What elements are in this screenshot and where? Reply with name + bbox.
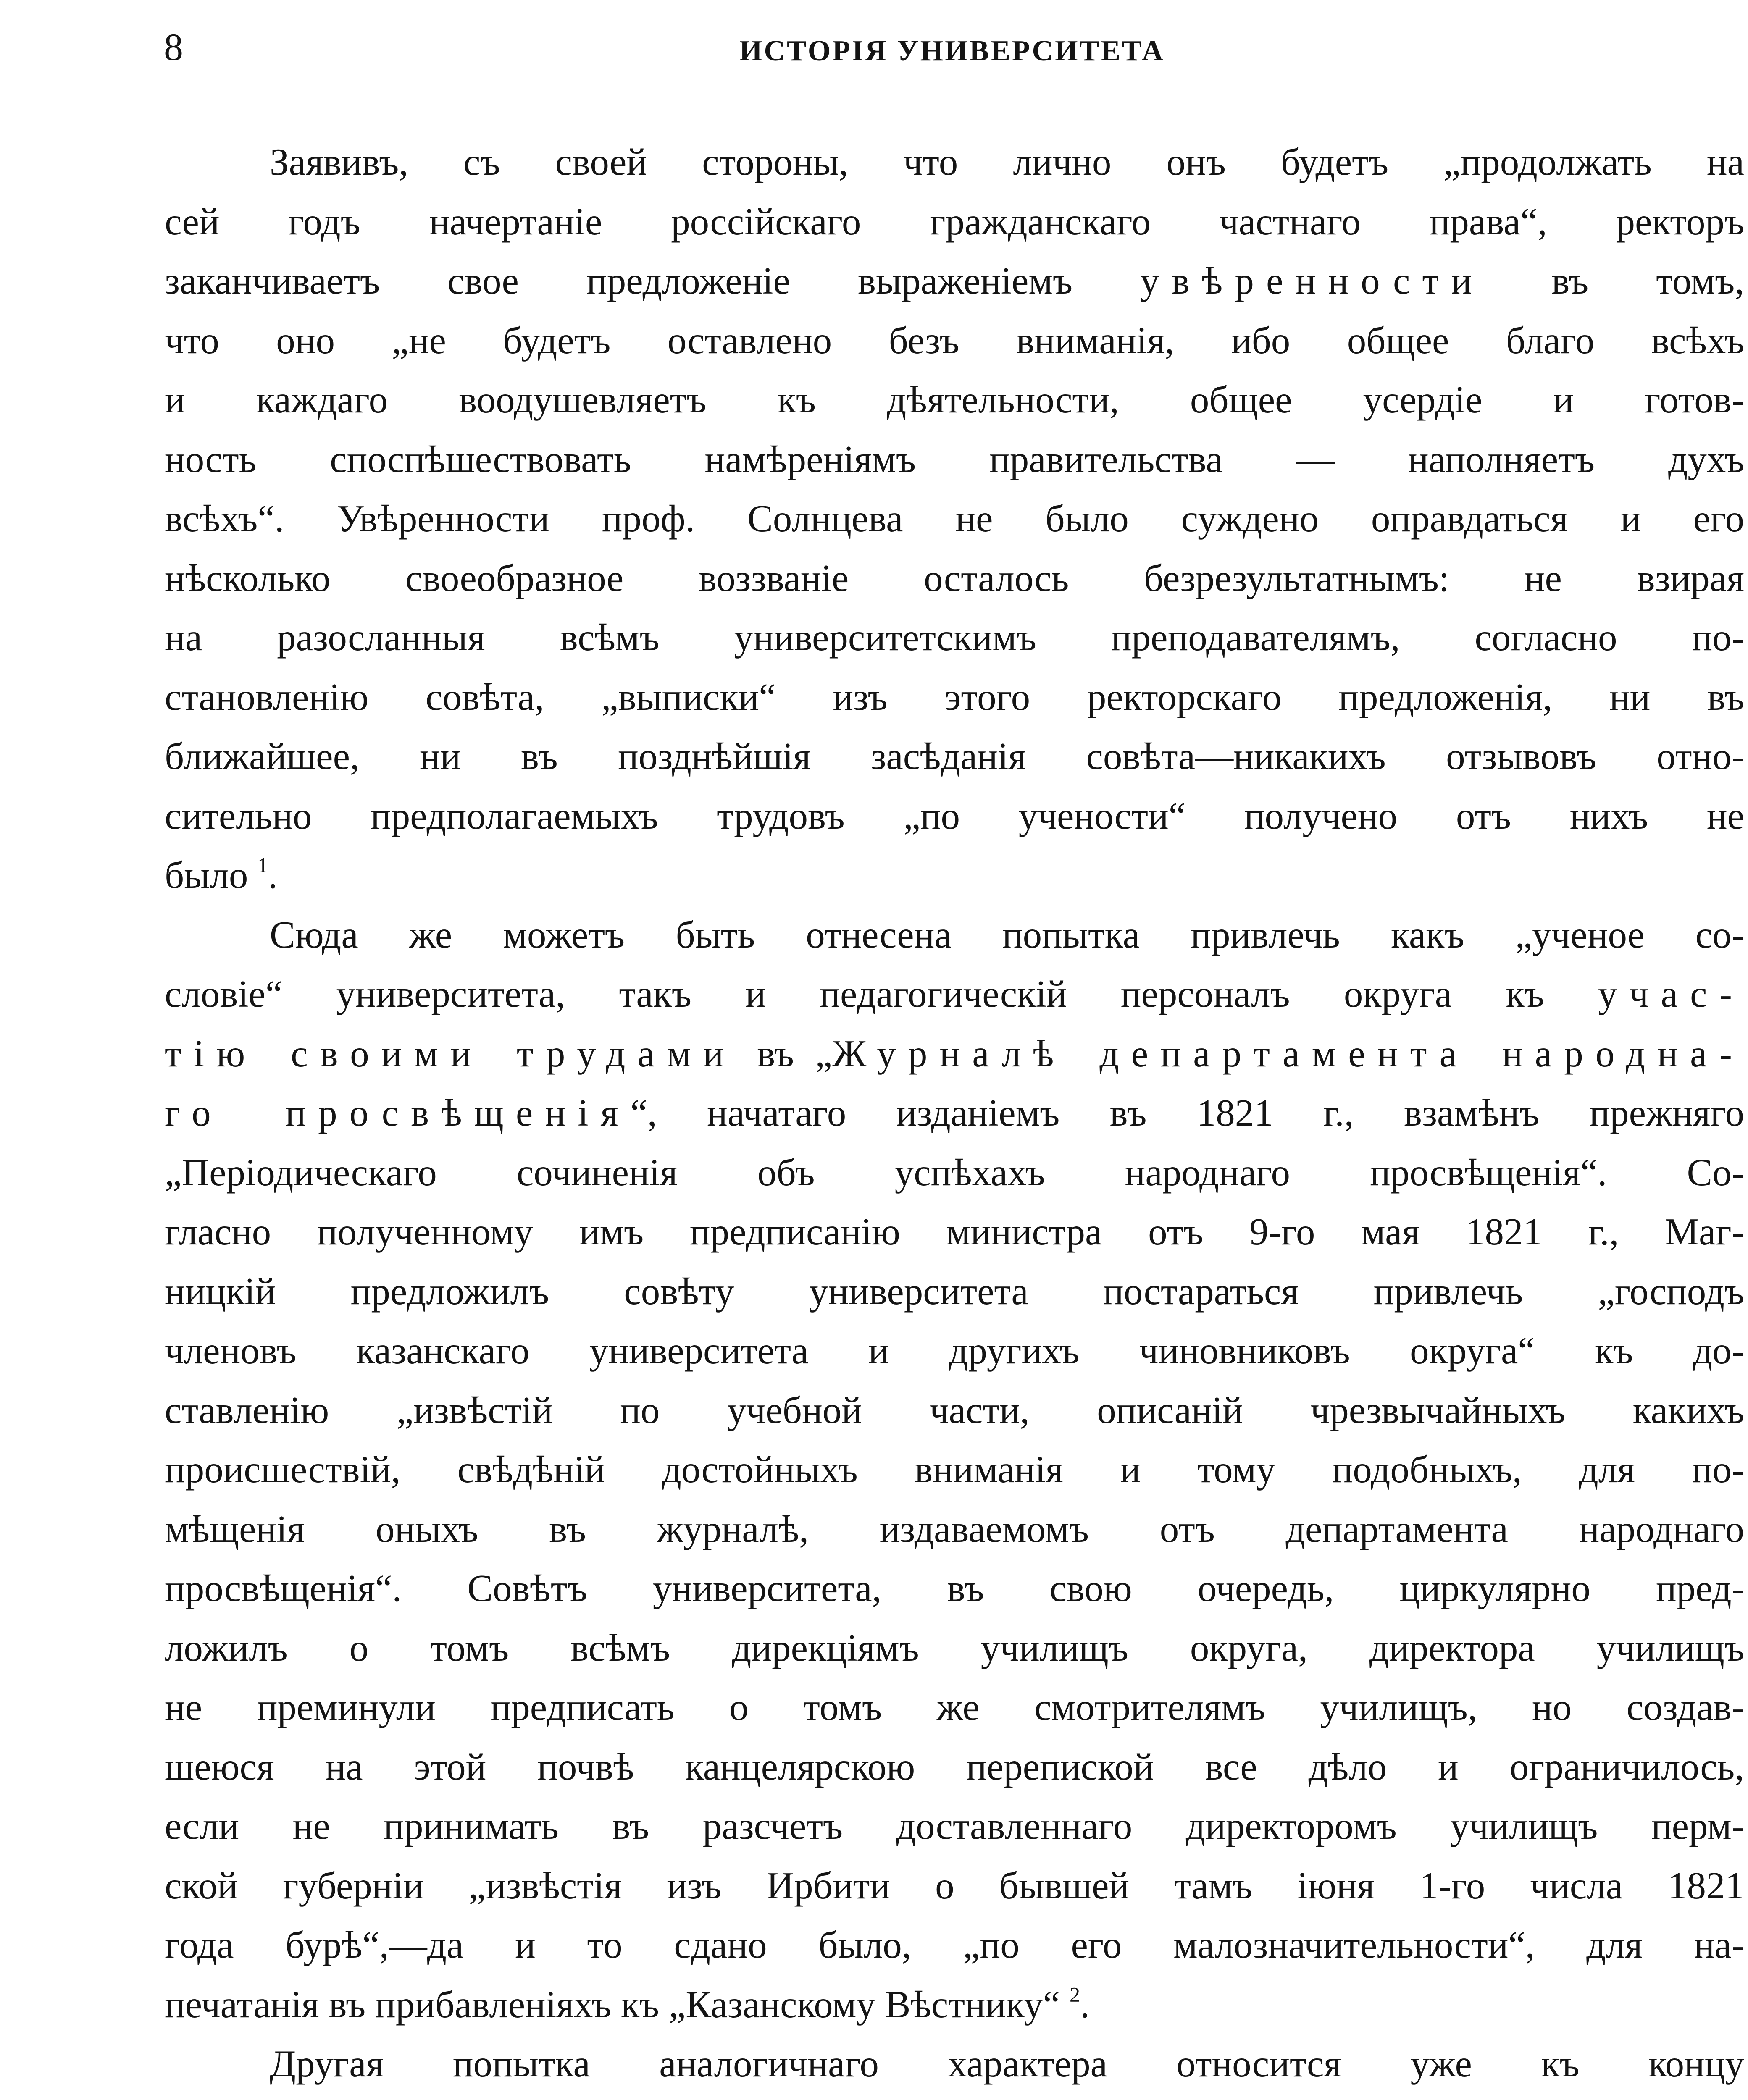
text-line: тію своими трудами въ „Журналѣ департамента народна- bbox=[165, 1032, 1744, 1075]
footnote-marker: 1 bbox=[258, 853, 268, 877]
text-line: сительно предполагаемыхъ трудовъ „по учености“ получено отъ нихъ не bbox=[165, 794, 1744, 837]
text-line: не преминули предписать о томъ же смотрителямъ училищъ, но создав- bbox=[165, 1686, 1744, 1728]
running-title: ИСТОРІЯ УНИВЕРСИТЕТА bbox=[739, 35, 1165, 67]
text-line: было $^1$. bbox=[165, 853, 278, 896]
text-line: ближайшее, ни въ позднѣйшія засѣданія совѣта—никакихъ отзывовъ отно- bbox=[165, 735, 1744, 777]
emphasis-spaced: учас- bbox=[1598, 973, 1744, 1015]
body-text bbox=[165, 132, 1744, 2100]
text-line: Другая попытка аналогичнаго характера относится уже къ концу bbox=[270, 2042, 1744, 2085]
text-line: заканчиваетъ свое предложеніе выраженіемъ увѣренности въ томъ, bbox=[165, 260, 1744, 302]
text-line: гласно полученному имъ предписанію министра отъ 9-го мая 1821 г., Маг- bbox=[165, 1210, 1744, 1253]
text-line: становленію совѣта, „выписки“ изъ этого ректорскаго предложенія, ни въ bbox=[165, 675, 1744, 718]
footnote-marker: 2 bbox=[1069, 1982, 1080, 2006]
text-line: словіе“ университета, такъ и педагогическій персоналъ округа къ учас- bbox=[165, 973, 1744, 1015]
text-line: всѣхъ“. Увѣренности проф. Солнцева не было суждено оправдаться и его bbox=[165, 497, 1744, 540]
text-line: ницкій предложилъ совѣту университета постараться привлечь „господъ bbox=[165, 1270, 1744, 1312]
text-line: печатанія въ прибавленіяхъ къ „Казанскому Вѣстнику“ $^2$. bbox=[165, 1982, 1090, 2026]
emphasis-spaced: Журналѣ департамента народна- bbox=[832, 1032, 1744, 1075]
text-line: „Періодическаго сочиненія объ успѣхахъ народнаго просвѣщенія“. Со- bbox=[165, 1151, 1744, 1194]
text-line: шеюся на этой почвѣ канцелярскою перепиской все дѣло и ограничилось, bbox=[165, 1745, 1744, 1788]
page-header bbox=[164, 22, 1739, 72]
text-line: на разосланныя всѣмъ университетскимъ преподавателямъ, согласно по- bbox=[165, 616, 1744, 659]
text-line: и каждаго воодушевляетъ къ дѣятельности, общее усердіе и готов- bbox=[165, 378, 1744, 421]
text-line: происшествій, свѣдѣній достойныхъ вниманія и тому подобныхъ, для по- bbox=[165, 1448, 1744, 1491]
text-line: нѣсколько своеобразное воззваніе осталось безрезультатнымъ: не взирая bbox=[165, 556, 1744, 599]
text-line: ставленію „извѣстій по учебной части, описаній чрезвычайныхъ какихъ bbox=[165, 1389, 1744, 1431]
text-line: если не принимать въ разсчетъ доставленнаго директоромъ училищъ перм- bbox=[165, 1805, 1744, 1847]
text-line: мѣщенія оныхъ въ журналѣ, издаваемомъ отъ департамента народнаго bbox=[165, 1507, 1744, 1550]
text-line: го просвѣщенія“, начатаго изданіемъ въ 1821 г., взамѣнъ прежняго bbox=[165, 1092, 1744, 1134]
page-number: 8 bbox=[164, 26, 183, 68]
emphasis-spaced: го просвѣщенія bbox=[165, 1092, 631, 1134]
text-line: членовъ казанскаго университета и другихъ чиновниковъ округа“ къ до- bbox=[165, 1329, 1744, 1372]
emphasis-spaced: увѣренности bbox=[1140, 260, 1484, 302]
text-line bbox=[165, 2094, 1744, 2100]
text-line: ность споспѣшествовать намѣреніямъ правительства — наполняетъ духъ bbox=[165, 438, 1744, 480]
text-line: сей годъ начертаніе россійскаго гражданскаго частнаго права“, ректоръ bbox=[165, 200, 1744, 243]
text-line: просвѣщенія“. Совѣтъ университета, въ свою очередь, циркулярно пред- bbox=[165, 1567, 1744, 1609]
text-line: что оно „не будетъ оставлено безъ вниманія, ибо общее благо всѣхъ bbox=[165, 319, 1744, 362]
text-line: Заявивъ, съ своей стороны, что лично онъ будетъ „продолжать на bbox=[270, 141, 1744, 183]
text-line: ложилъ о томъ всѣмъ дирекціямъ училищъ округа, директора училищъ bbox=[165, 1626, 1744, 1669]
text-line: Сюда же можетъ быть отнесена попытка привлечь какъ „ученое со- bbox=[270, 913, 1744, 956]
text-line: года бурѣ“,—да и то сдано было, „по его малозначительности“, для на- bbox=[165, 1924, 1744, 1966]
emphasis-spaced: тію своими трудами bbox=[165, 1032, 736, 1075]
text-line: ской губерніи „извѣстія изъ Ирбити о бывшей тамъ іюня 1-го числа 1821 bbox=[165, 1864, 1744, 1907]
